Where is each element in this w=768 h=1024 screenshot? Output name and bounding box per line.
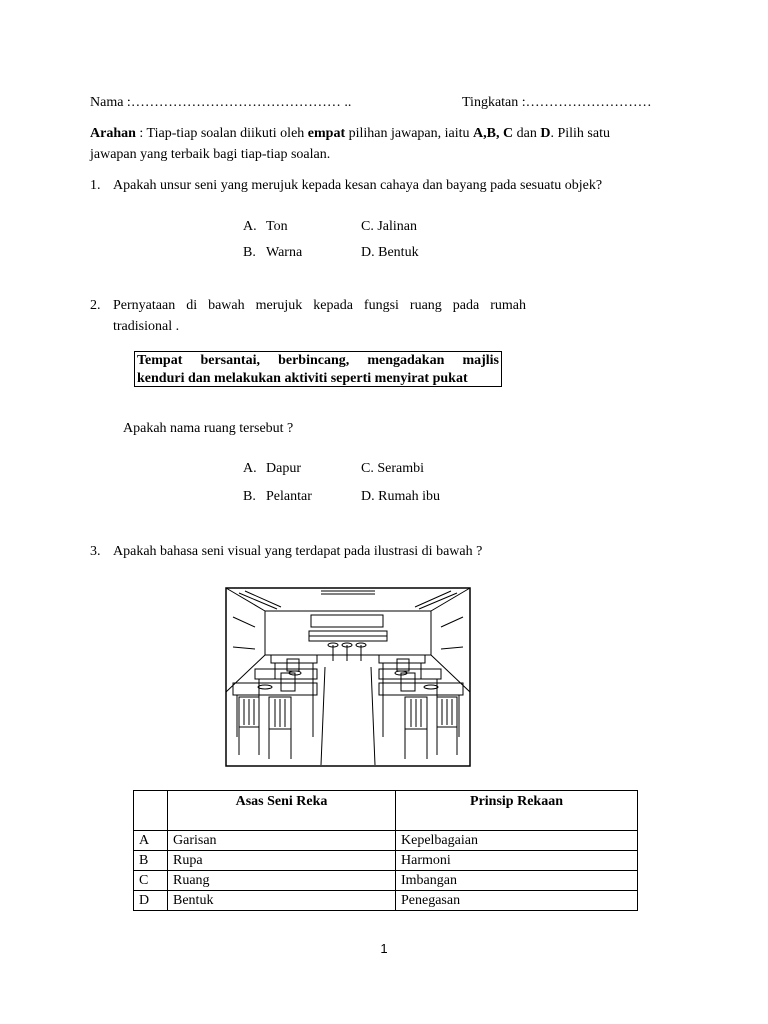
table-cell: Rupa xyxy=(168,851,396,871)
page-number: 1 xyxy=(380,941,388,956)
table-cell: C xyxy=(134,871,168,891)
table-header-row xyxy=(134,791,638,831)
q2-text-line-1: Pernyataan di bawah merujuk kepada fungsi ruang pada rumah xyxy=(113,298,526,313)
table-cell: Garisan xyxy=(168,831,396,851)
table-cell: Ruang xyxy=(168,871,396,891)
table-cell: Kepelbagaian xyxy=(396,831,638,851)
q1-option-a: Ton xyxy=(266,219,288,234)
q2-question: Apakah nama ruang tersebut ? xyxy=(123,421,294,436)
q2-option-b: Pelantar xyxy=(266,489,312,504)
q1-option-b-letter: B. xyxy=(243,245,256,260)
classroom-illustration xyxy=(225,587,471,767)
name-field: Nama :……………………………………… .. xyxy=(90,95,352,110)
table-cell: Penegasan xyxy=(396,891,638,911)
table-header-cell: Prinsip Rekaan xyxy=(396,791,638,831)
table-cell: Bentuk xyxy=(168,891,396,911)
q1-option-c: C. Jalinan xyxy=(361,219,417,234)
q2-option-b-letter: B. xyxy=(243,489,256,504)
q1-text: Apakah unsur seni yang merujuk kepada kesan cahaya dan bayang pada sesuatu objek? xyxy=(113,178,603,193)
q2-statement-line-1: Tempat bersantai, berbincang, mengadakan majlis xyxy=(137,353,499,368)
table-cell: Imbangan xyxy=(396,871,638,891)
instructions-line-2: jawapan yang terbaik bagi tiap-tiap soalan. xyxy=(90,147,331,162)
q1-option-d: D. Bentuk xyxy=(361,245,419,260)
q2-option-c: C. Serambi xyxy=(361,461,424,476)
table-cell: B xyxy=(134,851,168,871)
q2-number: 2. xyxy=(90,298,101,313)
q2-option-a-letter: A. xyxy=(243,461,257,476)
q3-number: 3. xyxy=(90,544,101,559)
table-header-cell xyxy=(134,791,168,831)
table-row xyxy=(134,851,638,871)
q2-statement-box xyxy=(134,351,502,387)
form-field: Tingkatan :……………………… xyxy=(462,95,652,110)
q2-statement-line-2: kenduri dan melakukan aktiviti seperti menyirat pukat xyxy=(137,371,468,386)
q1-option-a-letter: A. xyxy=(243,219,257,234)
q1-number: 1. xyxy=(90,178,101,193)
q3-text: Apakah bahasa seni visual yang terdapat pada ilustrasi di bawah ? xyxy=(113,544,483,559)
table-header-cell: Asas Seni Reka xyxy=(168,791,396,831)
q2-text-line-2: tradisional . xyxy=(113,319,180,334)
q2-option-d: D. Rumah ibu xyxy=(361,489,440,504)
table-cell: A xyxy=(134,831,168,851)
instructions-label: Arahan xyxy=(90,126,136,141)
table-cell: D xyxy=(134,891,168,911)
table-row xyxy=(134,891,638,911)
table-row xyxy=(134,831,638,851)
instructions-line-1: Arahan : Tiap-tiap soalan diikuti oleh empat pilihan jawapan, iaitu A,B, C dan D. Pilih satu xyxy=(90,126,610,141)
q1-option-b: Warna xyxy=(266,245,303,260)
table-row xyxy=(134,871,638,891)
table-cell: Harmoni xyxy=(396,851,638,871)
q3-answer-table xyxy=(133,790,638,911)
q2-option-a: Dapur xyxy=(266,461,301,476)
